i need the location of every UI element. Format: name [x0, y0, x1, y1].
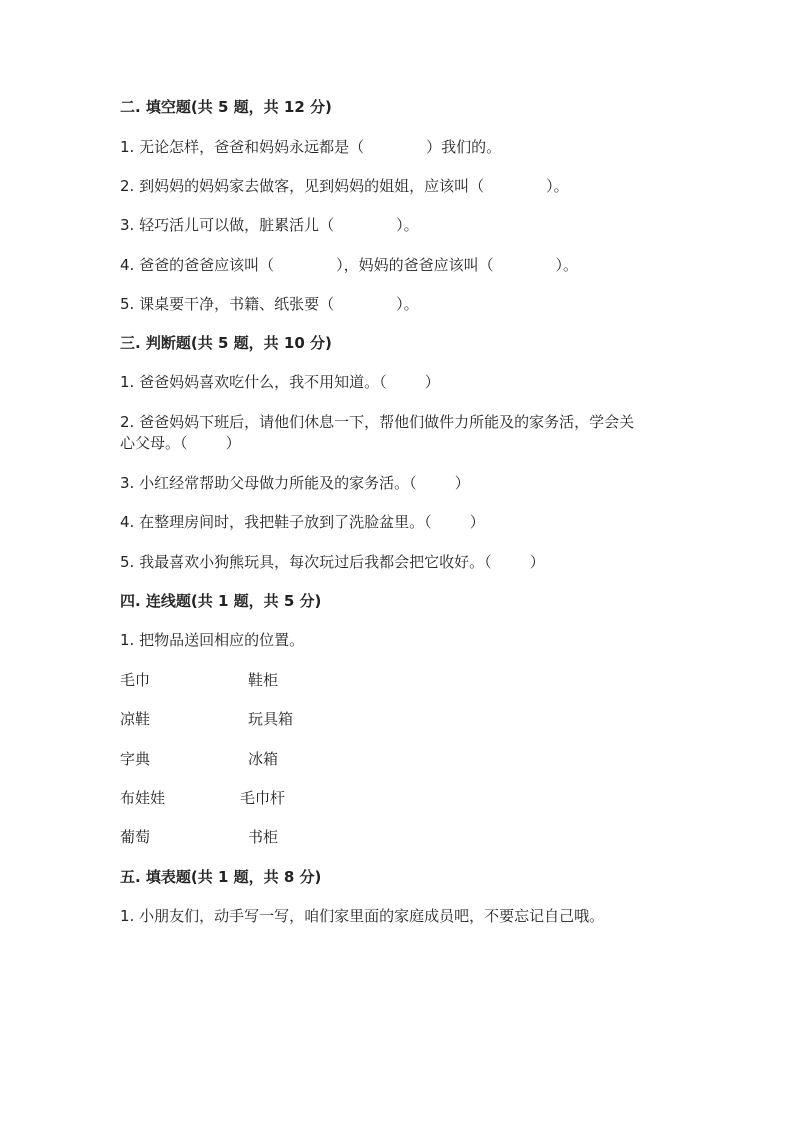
judge-question-3: 3. 小红经常帮助父母做力所能及的家务活。（ ） [120, 474, 470, 492]
fill-blank-question-1: 1. 无论怎样，爸爸和妈妈永远都是（ ）我们的。 [120, 138, 502, 156]
matching-left-item: 凉鞋 [120, 710, 151, 728]
judge-question-2-line-1: 2. 爸爸妈妈下班后，请他们休息一下，帮他们做件力所能及的家务活，学会关 [120, 413, 635, 431]
matching-left-item: 布娃娃 [120, 789, 166, 807]
fill-blank-question-4: 4. 爸爸的爸爸应该叫（ ），妈妈的爸爸应该叫（ ）。 [120, 256, 579, 274]
matching-right-item: 鞋柜 [248, 671, 279, 689]
matching-right-item: 冰箱 [248, 750, 279, 768]
matching-right-item: 书柜 [248, 828, 279, 846]
fill-blank-question-2: 2. 到妈妈的妈妈家去做客，见到妈妈的姐姐，应该叫（ ）。 [120, 177, 569, 195]
matching-right-item: 毛巾杆 [240, 789, 286, 807]
matching-instruction: 1. 把物品送回相应的位置。 [120, 631, 305, 649]
table-question-1: 1. 小朋友们，动手写一写，咱们家里面的家庭成员吧，不要忘记自己哦。 [120, 907, 605, 925]
judge-question-4: 4. 在整理房间时，我把鞋子放到了洗脸盆里。（ ） [120, 513, 485, 531]
matching-left-item: 字典 [120, 750, 151, 768]
section-heading-judge: 三. 判断题(共 5 题，共 10 分) [120, 334, 332, 352]
judge-question-1: 1. 爸爸妈妈喜欢吃什么，我不用知道。（ ） [120, 373, 440, 391]
fill-blank-question-5: 5. 课桌要干净，书籍、纸张要（ ）。 [120, 295, 419, 313]
judge-question-5: 5. 我最喜欢小狗熊玩具，每次玩过后我都会把它收好。（ ） [120, 553, 545, 571]
matching-right-item: 玩具箱 [248, 710, 294, 728]
matching-left-item: 葡萄 [120, 828, 151, 846]
section-heading-fill-blank: 二. 填空题(共 5 题，共 12 分) [120, 98, 332, 116]
section-heading-table: 五. 填表题(共 1 题，共 8 分) [120, 868, 322, 886]
fill-blank-question-3: 3. 轻巧活儿可以做，脏累活儿（ ）。 [120, 216, 419, 234]
judge-question-2-line-2: 心父母。（ ） [120, 434, 241, 452]
section-heading-matching: 四. 连线题(共 1 题，共 5 分) [120, 592, 322, 610]
matching-left-item: 毛巾 [120, 671, 151, 689]
